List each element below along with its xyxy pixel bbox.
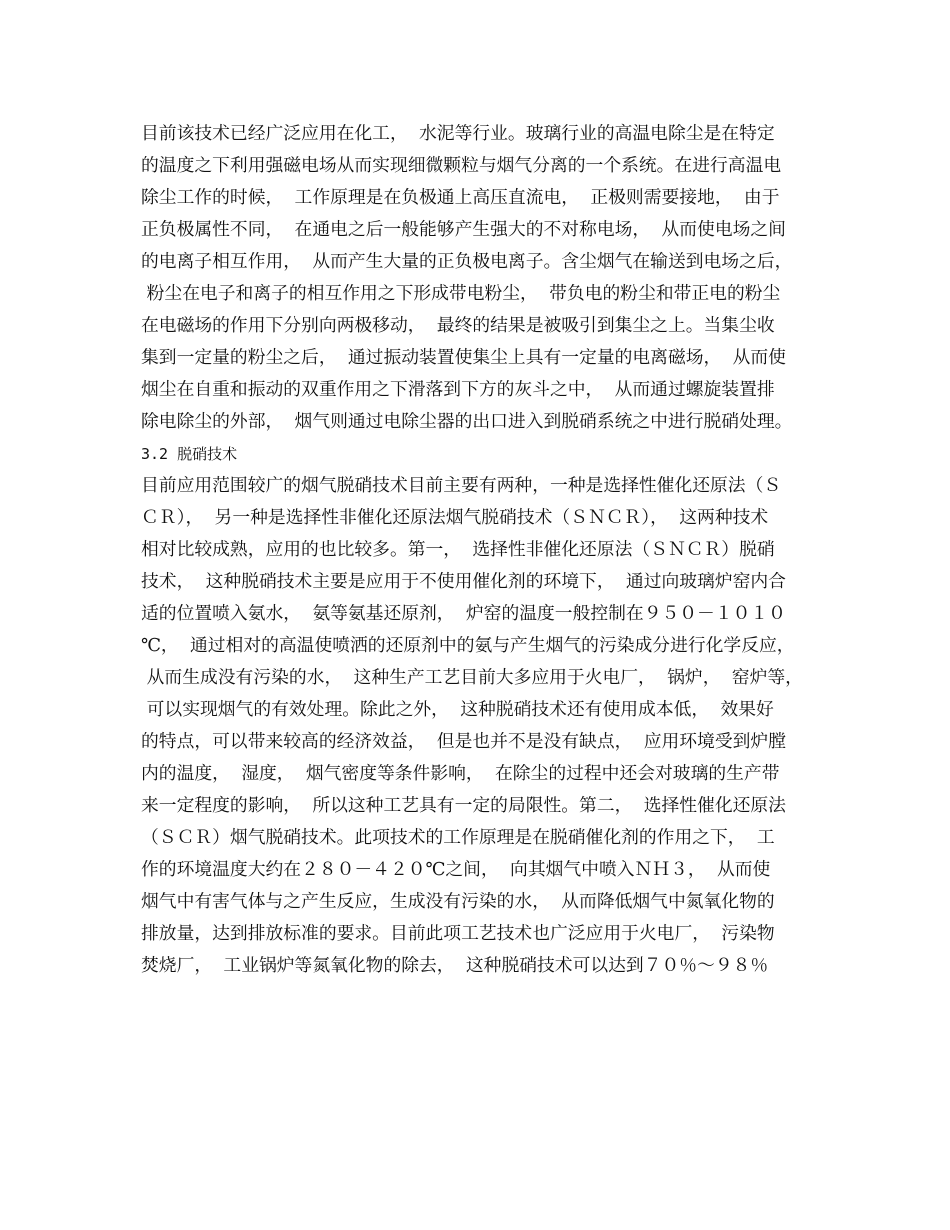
document-body (141, 118, 816, 982)
text-line: 除尘工作的时候， 工作原理是在负极通上高压直流电， 正极则需要接地， 由于 (141, 187, 780, 208)
text-line: ℃， 通过相对的高温使喷洒的还原剂中的氨与产生烟气的污染成分进行化学反应， (141, 635, 795, 656)
text-line: 烟气中有害气体与之产生反应，生成没有污染的水， 从而降低烟气中氮氧化物的 (141, 891, 775, 912)
text-line: 的电离子相互作用， 从而产生大量的正负极电离子。含尘烟气在输送到电场之后， (141, 251, 793, 272)
text-line: 目前该技术已经广泛应用在化工， 水泥等行业。玻璃行业的高温电除尘是在特定 (141, 123, 775, 144)
text-line: 目前应用范围较广的烟气脱硝技术目前主要有两种，一种是选择性催化还原法（Ｓ (141, 475, 782, 496)
text-line: （ＳＣＲ）烟气脱硝技术。此项技术的工作原理是在脱硝催化剂的作用之下， 工 (141, 827, 775, 848)
text-line: 除电除尘的外部， 烟气则通过电除尘器的出口进入到脱硝系统之中进行脱硝处理。 (141, 411, 793, 432)
text-line: 烟尘在自重和振动的双重作用之下滑落到下方的灰斗之中， 从而通过螺旋装置排 (141, 379, 775, 400)
text-line: 排放量，达到排放标准的要求。目前此项工艺技术也广泛应用于火电厂， 污染物 (141, 923, 775, 944)
section-heading: 3.2 脱硝技术 (141, 445, 238, 463)
text-line: 作的环境温度大约在２８０－４２０℃之间， 向其烟气中喷入ＮＨ３， 从而使 (141, 859, 771, 880)
text-line: 可以实现烟气的有效处理。除此之外， 这种脱硝技术还有使用成本低， 效果好 (141, 699, 774, 720)
text-line: 技术， 这种脱硝技术主要是应用于不使用催化剂的环境下， 通过向玻璃炉窑内合 (141, 571, 786, 592)
text-line: ＣＲ）， 另一种是选择性非催化还原法烟气脱硝技术（ＳＮＣＲ）， 这两种技术 (141, 507, 769, 528)
text-line: 适的位置喷入氨水， 氨等氨基还原剂， 炉窑的温度一般控制在９５０－１０１０ (141, 603, 786, 624)
text-line: 集到一定量的粉尘之后， 通过振动装置使集尘上具有一定量的电离磁场， 从而使 (141, 347, 786, 368)
text-line: 来一定程度的影响， 所以这种工艺具有一定的局限性。第二， 选择性催化还原法 (141, 795, 786, 816)
text-line: 粉尘在电子和离子的相互作用之下形成带电粉尘， 带负电的粉尘和带正电的粉尘 (141, 283, 781, 304)
text-line: 的温度之下利用强磁电场从而实现细微颗粒与烟气分离的一个系统。在进行高温电 (141, 155, 782, 176)
text-line: 从而生成没有污染的水， 这种生产工艺目前大多应用于火电厂， 锅炉， 窑炉等， (141, 667, 803, 688)
text-line: 相对比较成熟，应用的也比较多。第一， 选择性非催化还原法（ＳＮＣＲ）脱硝 (141, 539, 775, 560)
text-line: 正负极属性不同， 在通电之后一般能够产生强大的不对称电场， 从而使电场之间 (141, 219, 786, 240)
text-line: 的特点，可以带来较高的经济效益， 但是也并不是没有缺点， 应用环境受到炉膛 (141, 731, 786, 752)
text-line: 内的温度， 湿度， 烟气密度等条件影响， 在除尘的过程中还会对玻璃的生产带 (141, 763, 780, 784)
text-line: 焚烧厂， 工业锅炉等氮氧化物的除去， 这种脱硝技术可以达到７０％～９８％ (141, 955, 769, 976)
text-line: 在电磁场的作用下分别向两极移动， 最终的结果是被吸引到集尘之上。当集尘收 (141, 315, 775, 336)
